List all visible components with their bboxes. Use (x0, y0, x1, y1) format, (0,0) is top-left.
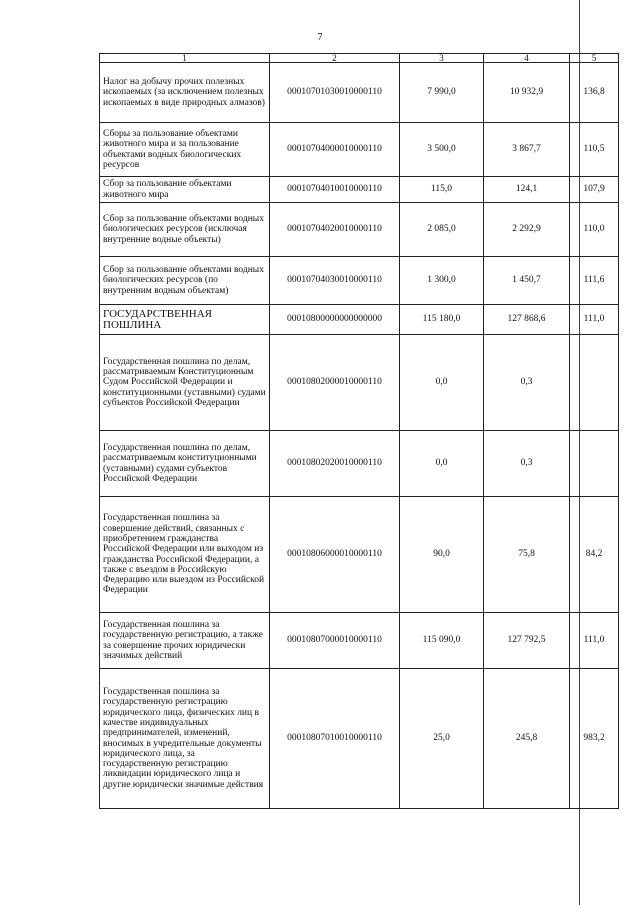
row-plan: 2 085,0 (400, 203, 484, 257)
row-actual: 75,8 (484, 497, 570, 613)
row-code: 00010701030010000110 (270, 63, 400, 123)
row-actual: 1 450,7 (484, 257, 570, 305)
table-row (100, 63, 619, 123)
header-col-3: 3 (400, 54, 484, 63)
page-number: 7 (317, 32, 323, 43)
row-percent: 111,6 (570, 257, 619, 305)
row-name: Государственная пошлина за государственную регистрацию юридического лица, физических лиц в качестве индивидуальных предпринимателей, изменений, вносимых в учредительные документы юридического лица, за государственную регистрацию ликвидации юридического лица и другие юридически значимые действия (100, 669, 270, 809)
row-name: Государственная пошлина за государственную регистрацию, а также за совершение прочих юридически значимых действий (100, 613, 270, 669)
row-name: Сборы за пользование объектами животного мира и за пользование объектами водных биологических ресурсов (100, 123, 270, 177)
row-percent: 136,8 (570, 63, 619, 123)
revenue-table (99, 53, 619, 809)
row-actual: 245,8 (484, 669, 570, 809)
header-row (100, 54, 619, 63)
row-code: 00010806000010000110 (270, 497, 400, 613)
row-plan: 90,0 (400, 497, 484, 613)
row-code: 00010704030010000110 (270, 257, 400, 305)
row-actual: 127 868,6 (484, 305, 570, 335)
row-actual: 0,3 (484, 335, 570, 431)
table-row (100, 335, 619, 431)
row-plan: 0,0 (400, 335, 484, 431)
row-name: ГОСУДАРСТВЕННАЯ ПОШЛИНА (100, 305, 270, 335)
row-actual: 2 292,9 (484, 203, 570, 257)
row-plan: 1 300,0 (400, 257, 484, 305)
row-percent: 107,9 (570, 177, 619, 203)
row-code: 00010704000010000110 (270, 123, 400, 177)
row-actual: 127 792,5 (484, 613, 570, 669)
row-code: 00010704020010000110 (270, 203, 400, 257)
table-row (100, 305, 619, 335)
row-percent: 110,0 (570, 203, 619, 257)
row-name: Сбор за пользование объектами водных биологических ресурсов (по внутренним водным объектам) (100, 257, 270, 305)
row-percent (570, 431, 619, 497)
row-percent: 111,0 (570, 305, 619, 335)
table-row (100, 177, 619, 203)
row-code: 00010802000010000110 (270, 335, 400, 431)
row-plan: 115 090,0 (400, 613, 484, 669)
table-row (100, 257, 619, 305)
row-code: 00010802020010000110 (270, 431, 400, 497)
row-name: Государственная пошлина по делам, рассматриваемым Конституционным Судом Российской Федерации и конституционными (уставными) судами субъектов Российской Федерации (100, 335, 270, 431)
table-row (100, 613, 619, 669)
table-row (100, 669, 619, 809)
row-code: 00010800000000000000 (270, 305, 400, 335)
header-col-4: 4 (484, 54, 570, 63)
row-plan: 115 180,0 (400, 305, 484, 335)
row-plan: 25,0 (400, 669, 484, 809)
row-plan: 7 990,0 (400, 63, 484, 123)
header-col-5: 5 (570, 54, 619, 63)
row-code: 00010704010010000110 (270, 177, 400, 203)
row-percent (570, 335, 619, 431)
table-row (100, 497, 619, 613)
row-plan: 115,0 (400, 177, 484, 203)
row-plan: 0,0 (400, 431, 484, 497)
row-percent: 84,2 (570, 497, 619, 613)
row-code: 00010807000010000110 (270, 613, 400, 669)
row-plan: 3 500,0 (400, 123, 484, 177)
header-col-1: 1 (100, 54, 270, 63)
row-actual: 3 867,7 (484, 123, 570, 177)
table-row (100, 203, 619, 257)
row-percent: 111,0 (570, 613, 619, 669)
row-name: Государственная пошлина за совершение действий, связанных с приобретением гражданства Российской Федерации или выходом из гражданства Российской Федерации, а также с въездом в Российскую Федерацию или выездом из Российской Федерации (100, 497, 270, 613)
row-name: Сбор за пользование объектами животного мира (100, 177, 270, 203)
row-actual: 124,1 (484, 177, 570, 203)
row-percent: 110,5 (570, 123, 619, 177)
row-actual: 0,3 (484, 431, 570, 497)
row-name: Сбор за пользование объектами водных биологических ресурсов (исключая внутренние водные объекты) (100, 203, 270, 257)
row-code: 00010807010010000110 (270, 669, 400, 809)
row-percent: 983,2 (570, 669, 619, 809)
row-name: Налог на добычу прочих полезных ископаемых (за исключением полезных ископаемых в виде природных алмазов) (100, 63, 270, 123)
table-row (100, 431, 619, 497)
row-name: Государственная пошлина по делам, рассматриваемым конституционными (уставными) судами субъектов Российской Федерации (100, 431, 270, 497)
header-col-2: 2 (270, 54, 400, 63)
row-actual: 10 932,9 (484, 63, 570, 123)
table-row (100, 123, 619, 177)
